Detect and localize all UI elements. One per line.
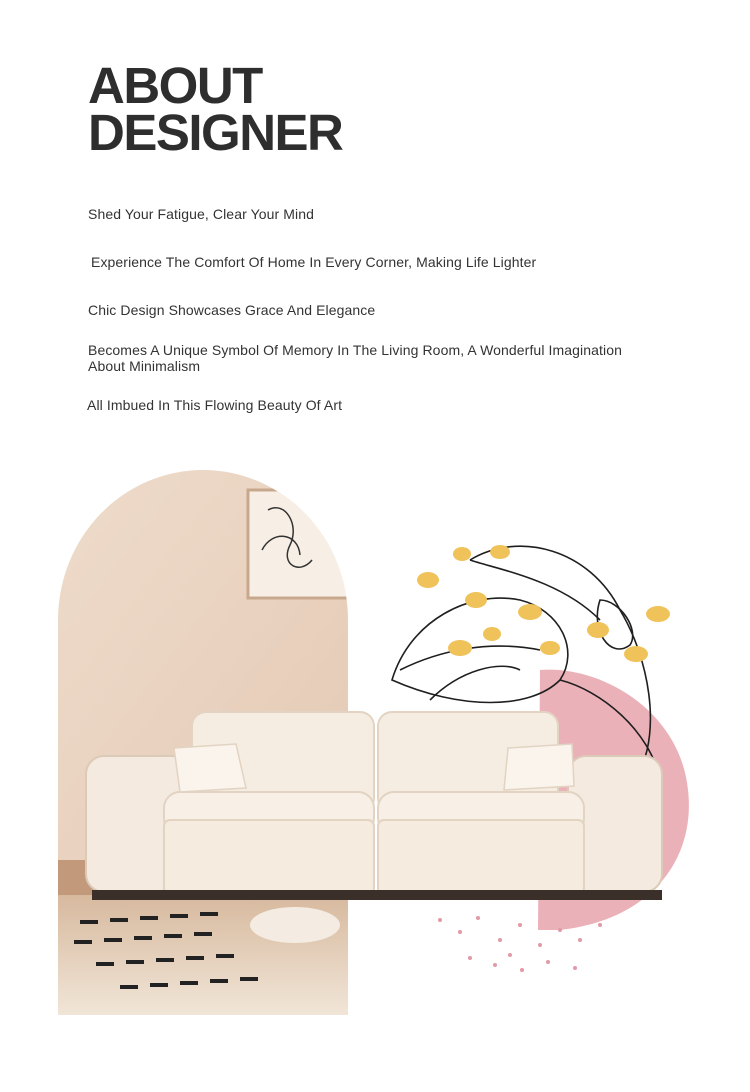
- title-line-designer: DESIGNER: [88, 104, 343, 161]
- page-title: [88, 57, 343, 161]
- tagline-3: Chic Design Showcases Grace And Elegance: [88, 302, 376, 318]
- tagline-2: Experience The Comfort Of Home In Every Corner, Making Life Lighter: [91, 254, 537, 270]
- yellow-dots: [417, 545, 670, 662]
- ottoman: [250, 907, 340, 943]
- tagline-4: Becomes A Unique Symbol Of Memory In The Living Room, A Wonderful Imagination About Minimalism: [88, 342, 622, 374]
- tagline-5: All Imbued In This Flowing Beauty Of Art: [87, 397, 343, 413]
- sofa-illustration: [0, 470, 750, 1050]
- title-line-about: ABOUT: [88, 57, 262, 114]
- tagline-1: Shed Your Fatigue, Clear Your Mind: [88, 206, 314, 222]
- wall-art-frame: [248, 490, 358, 598]
